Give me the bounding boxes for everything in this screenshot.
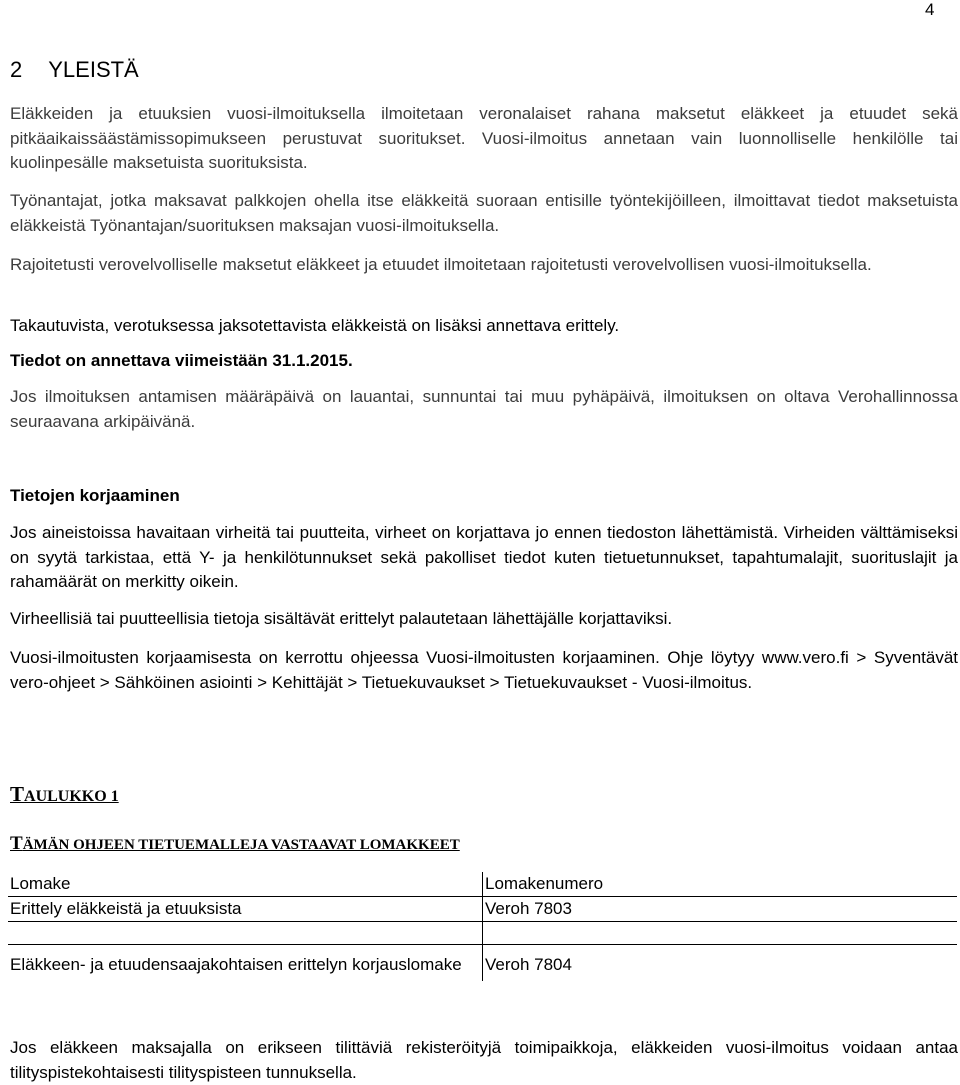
paragraph-correction-returned: Virheellisiä tai puutteellisia tietoja sisältävät erittelyt palautetaan lähettäjälle korjattaviksi. xyxy=(10,609,673,628)
cell-form: Erittely eläkkeistä ja etuuksista xyxy=(8,897,483,922)
header-form: Lomake xyxy=(8,872,483,897)
paragraph-limited-tax: Rajoitetusti verovelvolliselle maksetut eläkkeet ja etuudet ilmoitetaan rajoitetusti verovelvollisen vuosi-ilmoituksella. xyxy=(10,255,872,274)
cell-form-number: Veroh 7804 xyxy=(483,945,958,982)
cell-form-number: Veroh 7803 xyxy=(483,897,958,922)
table-row xyxy=(8,945,957,982)
forms-table xyxy=(8,872,957,981)
header-form-number: Lomakenumero xyxy=(483,872,958,897)
page-number: 4 xyxy=(925,0,935,19)
paragraph-correction-guide: Vuosi-ilmoitusten korjaamisesta on kerrottu ohjeessa Vuosi-ilmoitusten korjaaminen. Ohje löytyy www.vero.fi > Syventävät vero-ohjeet > Sähköinen asiointi > Kehittäjät > Tietuekuvaukset > Tietuekuvaukset - Vuosi-ilmoitus. xyxy=(10,648,958,692)
cell-form: Eläkkeen- ja etuudensaajakohtaisen erittelyn korjauslomake xyxy=(8,945,483,982)
paragraph-deadline: Tiedot on annettava viimeistään 31.1.2015. xyxy=(10,351,353,370)
table-header-row xyxy=(8,872,957,897)
paragraph-correction-errors: Jos aineistoissa havaitaan virheitä tai puutteita, virheet on korjattava jo ennen tiedoston lähettämistä. Virheiden välttämiseksi on syytä tarkistaa, että Y- ja henkilötunnukset sekä pakolliset tiedot kuten tietuetunnukset, tapahtumalajit, suorituslajit ja rahamäärät on merkitty oikein. xyxy=(10,523,958,591)
table-label: TAULUKKO 1 xyxy=(10,782,119,806)
paragraph-footer: Jos eläkkeen maksajalla on erikseen tilittäviä rekisteröityjä toimipaikkoja, eläkkeiden vuosi-ilmoitus voidaan antaa tilityspistekohtaisesti tilityspisteen tunnuksella. xyxy=(10,1038,958,1082)
table-row xyxy=(8,897,957,922)
paragraph-employers: Työnantajat, jotka maksavat palkkojen ohella itse eläkkeitä suoraan entisille työntekijöilleen, ilmoittavat tiedot maksetuista eläkkeistä Työnantajan/suorituksen maksajan vuosi-ilmoituksella. xyxy=(10,191,958,235)
correction-heading: Tietojen korjaaminen xyxy=(10,486,180,505)
section-number: 2 xyxy=(10,57,23,82)
table-title: TÄMÄN OHJEEN TIETUEMALLEJA VASTAAVAT LOMAKKEET xyxy=(10,833,460,854)
table-spacer-row xyxy=(8,922,957,945)
paragraph-intro: Eläkkeiden ja etuuksien vuosi-ilmoituksella ilmoitetaan veronalaiset rahana maksetut eläkkeet ja etuudet sekä pitkäaikaissäästämissopimukseen perustuvat suoritukset. Vuosi-ilmoitus annetaan vain luonnolliselle henkilölle tai kuolinpesälle maksetuista suorituksista. xyxy=(10,104,958,172)
paragraph-holiday: Jos ilmoituksen antamisen määräpäivä on lauantai, sunnuntai tai muu pyhäpäivä, ilmoituksen on oltava Verohallinnossa seuraavana arkipäivänä. xyxy=(10,387,958,431)
section-title: YLEISTÄ xyxy=(48,57,139,82)
section-heading xyxy=(10,57,139,83)
paragraph-retroactive: Takautuvista, verotuksessa jaksotettavista eläkkeistä on lisäksi annettava erittely. xyxy=(10,316,620,335)
